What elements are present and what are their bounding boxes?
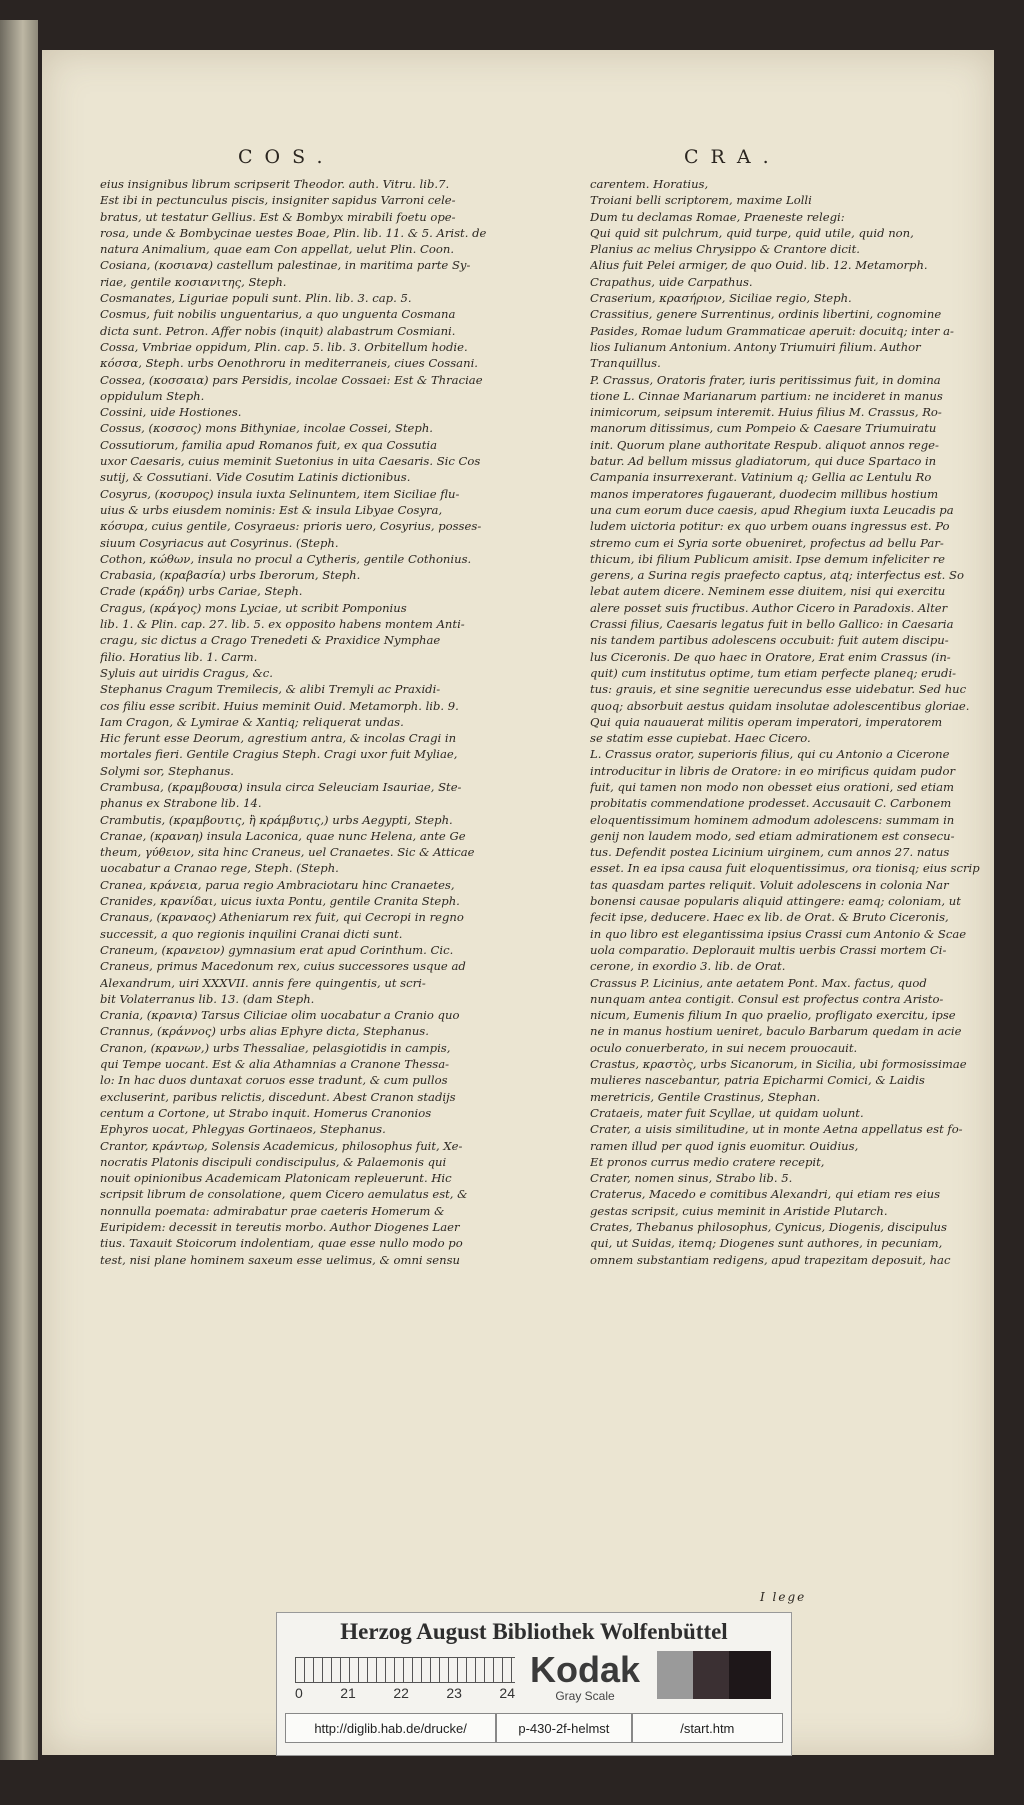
text-line: eius insignibus librum scripserit Theodor. auth. Vitru. lib.7. — [100, 177, 450, 191]
text-line: tus. Defendit postea Licinium uirginem, cum annos 27. natus — [590, 845, 950, 860]
text-line: lib. 1. & Plin. cap. 27. lib. 5. ex opposito habens montem Anti- — [100, 617, 465, 632]
text-line: ludem uictoria potitur: ex quo urbem ouans ingressus est. Po — [590, 519, 950, 534]
ruler-number: 21 — [340, 1685, 356, 1701]
text-line: Crania, (κρανια) Tarsus Ciliciae olim uocabatur a Cranio quo — [100, 1008, 460, 1023]
gray-swatch — [657, 1651, 693, 1699]
text-line: Ephyros uocat, Phlegyas Gortinaeos, Stephanus. — [100, 1122, 386, 1137]
ruler-numbers — [295, 1685, 515, 1701]
text-line: carentem. Horatius, — [590, 177, 709, 191]
text-line: Crastus, κραστὸς, urbs Sicanorum, in Sicilia, ubi formosissimae — [590, 1057, 967, 1072]
text-line: Cranae, (κραναη) insula Laconica, quae nunc Helena, ante Ge — [100, 828, 466, 843]
running-head-right: CRA. — [684, 146, 781, 168]
text-line: Crambusa, (κραμβουσα) insula circa Seleuciam Isauriae, Ste- — [100, 779, 462, 794]
text-line: manorum ditissimus, cum Pompeio & Caesare Triumuiratu — [590, 421, 937, 436]
ruler-scale — [295, 1657, 515, 1683]
text-line: L. Crassus orator, superioris filius, qui cu Antonio a Cicerone — [590, 747, 950, 762]
text-line: nouit opinionibus Academicam Platonicam repleuerunt. Hic — [100, 1171, 452, 1186]
text-line: Dum tu declamas Romae, Praeneste relegi: — [590, 209, 845, 224]
text-line: se statim esse cupiebat. Haec Cicero. — [590, 731, 811, 746]
text-line: cos filiu esse scribit. Huius meminit Ouid. Metamorph. lib. 9. — [100, 698, 459, 713]
text-line: Cossutiorum, familia apud Romanos fuit, ex qua Cossutia — [100, 437, 438, 452]
text-line: riae, gentile κοσιανιτης, Steph. — [100, 274, 287, 289]
text-line: Cranaus, (κραναος) Atheniarum rex fuit, qui Cecropi in regno — [100, 910, 464, 925]
right-text-column — [590, 176, 1002, 1268]
text-line: fuit, qui tamen non modo non obesset eius orationi, sed etiam — [590, 779, 955, 794]
text-line: cerone, in exordio 3. lib. de Orat. — [590, 959, 786, 974]
text-line: Campania insurrexerant. Vatinium q; Gellia ac Lentulu Ro — [590, 470, 932, 485]
text-line: lios Iulianum Antonium. Antony Triumuiri filium. Author — [590, 339, 921, 354]
text-line: oppidulum Steph. — [100, 388, 205, 403]
text-line: Crater, a uisis similitudine, ut in monte Aetna appellatus est fo- — [590, 1122, 963, 1137]
text-line: Crapathus, uide Carpathus. — [590, 274, 753, 289]
text-line: bit Volaterranus lib. 13. (dam Steph. — [100, 991, 315, 1006]
text-line: Crates, Thebanus philosophus, Cynicus, Diogenis, discipulus — [590, 1220, 947, 1234]
text-line: natura Animalium, quae eam Con appellat, uelut Plin. Coon. — [100, 242, 455, 257]
adjacent-page-edge — [0, 20, 38, 1760]
text-line: genij non laudem modo, sed etiam admirationem est consecu- — [590, 828, 955, 843]
text-line: quoq; absorbuit aestus quidam insolutae adolescentibus gloriae. — [590, 698, 970, 713]
text-line: Crambutis, (κραμβουτις, ἢ κράμβυτις,) urbs Aegypti, Steph. — [100, 812, 453, 827]
text-line: Stephanus Cragum Tremilecis, & alibi Tremyli ac Praxidi- — [100, 682, 441, 697]
text-line: Alius fuit Pelei armiger, de quo Ouid. lib. 12. Metamorph. — [590, 258, 928, 273]
text-line: uius & urbs eiusdem nominis: Est & insula Libyae Cosyra, — [100, 502, 443, 517]
text-line: Cossea, (κοσσαια) pars Persidis, incolae Cossaei: Est & Thraciae — [100, 372, 483, 387]
url-base: http://diglib.hab.de/drucke/ — [285, 1713, 496, 1743]
text-line: eloquentissimum hominem admodum adolescens: summam in — [590, 812, 955, 827]
text-line: manos imperatores fugauerant, duodecim millibus hostium — [590, 486, 939, 501]
text-line: excluserint, paribus relictis, discedunt. Abest Cranon stadijs — [100, 1089, 456, 1104]
url-start: /start.htm — [632, 1713, 783, 1743]
text-line: fecit ipse, deducere. Haec ex lib. de Orat. & Bruto Ciceronis, — [590, 910, 949, 925]
text-line: Euripidem: decessit in tereutis morbo. Author Diogenes Laer — [100, 1220, 460, 1234]
text-line: alere posset suis fructibus. Author Cicero in Paradoxis. Alter — [590, 600, 948, 615]
text-line: oculo conuerberato, in sui necem prouocauit. — [590, 1040, 858, 1055]
text-line: init. Quorum plane authoritate Respub. aliquot annos rege- — [590, 437, 939, 452]
text-line: thicum, ibi filium Publicum amisit. Ipse demum infeliciter re — [590, 551, 946, 566]
text-line: Est ibi in pectunculus piscis, insigniter sapidus Varroni cele- — [100, 193, 456, 208]
ruler-number: 0 — [295, 1685, 303, 1701]
text-line: mulieres nascebantur, patria Epicharmi Comici, & Laidis — [590, 1073, 925, 1088]
text-line: Cossa, Vmbriae oppidum, Plin. cap. 5. lib. 3. Orbitellum hodie. — [100, 339, 468, 354]
running-head-left: COS. — [238, 146, 335, 168]
text-line: Crassitius, genere Surrentinus, ordinis libertini, cognomine — [590, 307, 942, 322]
text-line: tius. Taxauit Stoicorum indolentiam, quae esse nullo modo po — [100, 1236, 463, 1251]
text-line: Alexandrum, uiri XXXVII. annis fere quingentis, ut scri- — [100, 975, 426, 990]
text-line: Cosmus, fuit nobilis unguentarius, a quo unguenta Cosmana — [100, 307, 456, 322]
text-line: dicta sunt. Petron. Affer nobis (inquit) alabastrum Cosmiani. — [100, 323, 456, 338]
text-line: Cosyrus, (κοσυρος) insula iuxta Selinuntem, item Siciliae flu- — [100, 486, 460, 501]
text-line: Iam Cragon, & Lymirae & Xantiq; reliquerat undas. — [100, 714, 404, 729]
text-line: Crade (κράδη) urbs Cariae, Steph. — [100, 584, 303, 599]
text-line: Qui quia nauauerat militis operam imperatori, imperatorem — [590, 714, 943, 729]
text-line: stremo cum ei Syria sorte obueniret, profectus ad bellu Par- — [590, 535, 944, 550]
text-line: mortales fieri. Gentile Cragius Steph. Cragi uxor fuit Myliae, — [100, 747, 458, 762]
text-line: Cossini, uide Hostiones. — [100, 405, 242, 420]
text-line: tus: grauis, et sine segnitie uerecundus esse uidebatur. Sed huc — [590, 682, 967, 697]
text-line: tione L. Cinnae Marianarum partium: ne incideret in manus — [590, 388, 943, 403]
dark-swatch — [693, 1651, 729, 1699]
text-line: Syluis aut uiridis Cragus, &c. — [100, 665, 273, 680]
text-line: nicum, Eumenis filium In quo praelio, profligato exercitu, ipse — [590, 1008, 956, 1023]
text-line: κόσσα, Steph. urbs Oenothroru in mediterraneis, ciues Cossani. — [100, 356, 478, 371]
text-line: Craserium, κρασήριον, Siciliae regio, Steph. — [590, 291, 852, 306]
text-line: Cosmanates, Liguriae populi sunt. Plin. lib. 3. cap. 5. — [100, 291, 412, 306]
text-line: ramen illud per quod ignis euomitur. Ouidius, — [590, 1138, 859, 1153]
text-line: bonensi causae popularis aliquid attingere: eamq; coloniam, ut — [590, 894, 961, 909]
text-line: Hic ferunt esse Deorum, agrestium antra, & incolas Cragi in — [100, 731, 457, 746]
text-line: scripsit librum de consolatione, quem Cicero aemulatus est, & — [100, 1187, 468, 1202]
text-line: κόσυρα, cuius gentile, Cosyraeus: prioris uero, Cosyrius, posses- — [100, 519, 482, 534]
url-shelfmark: p-430-2f-helmst — [496, 1713, 631, 1743]
text-line: Cranea, κράνεια, parua regio Ambraciotaru hinc Cranaetes, — [100, 877, 455, 892]
text-line: Planius ac melius Chrysippo & Crantore dicit. — [590, 242, 860, 257]
text-line: siuum Cosyriacus aut Cosyrinus. (Steph. — [100, 535, 339, 550]
library-color-target — [276, 1612, 792, 1756]
text-line: nunquam antea contigit. Consul est profectus contra Aristo- — [590, 991, 944, 1006]
text-line: Cossus, (κοσσος) mons Bithyniae, incolae Cossei, Steph. — [100, 421, 433, 436]
text-line: Cothon, κώθων, insula no procul a Cytheris, gentile Cothonius. — [100, 551, 472, 566]
text-line: uocabatur a Cranao rege, Steph. (Steph. — [100, 861, 339, 876]
text-line: Craneum, (κρανειον) gymnasium erat apud Corinthum. Cic. — [100, 942, 454, 957]
text-line: lo: In hac duos duntaxat coruos esse tradunt, & cum pullos — [100, 1073, 448, 1088]
text-line: centum a Cortone, ut Strabo inquit. Homerus Cranonios — [100, 1105, 432, 1120]
black-swatch — [729, 1651, 771, 1699]
text-line: uxor Caesaris, cuius meminit Suetonius in uita Caesaris. Sic Cos — [100, 454, 481, 469]
text-line: Troiani belli scriptorem, maxime Lolli — [590, 193, 812, 208]
text-line: Crataeis, mater fuit Scyllae, ut quidam uolunt. — [590, 1105, 864, 1120]
text-line: esset. In ea ipsa causa fuit eloquentissimus, ora tionisq; eius scrip — [590, 861, 980, 876]
text-line: meretricis, Gentile Crastinus, Stephan. — [590, 1089, 821, 1104]
text-line: uola comparatio. Deplorauit multis uerbis Crassi mortem Ci- — [590, 942, 947, 957]
text-line: tas quasdam partes reliquit. Voluit adolescens in colonia Nar — [590, 877, 949, 892]
text-line: Craterus, Macedo e comitibus Alexandri, qui etiam res eius — [590, 1187, 941, 1202]
text-line: Cranides, κρανίδαι, uicus iuxta Pontu, gentile Cranita Steph. — [100, 894, 460, 909]
text-line: phanus ex Strabone lib. 14. — [100, 796, 262, 811]
library-title: Herzog August Bibliothek Wolfenbüttel — [340, 1619, 728, 1644]
text-line: quit) cum institutus optime, tum etiam perfecte planeq; erudi- — [590, 665, 957, 680]
kodak-logo — [525, 1651, 645, 1703]
text-line: omnem substantiam redigens, apud trapezitam deposuit, hac — [590, 1252, 951, 1267]
text-line: inimicorum, seipsum interemit. Huius filius M. Crassus, Ro- — [590, 405, 942, 420]
text-line: Cosiana, (κοσιανα) castellum palestinae, in maritima parte Sy- — [100, 258, 471, 273]
text-line: lus Ciceronis. De quo haec in Oratore, Erat enim Crassus (in- — [590, 649, 951, 664]
text-line: rosa, unde & Bombycinae uestes Boae, Plin. lib. 11. & 5. Arist. de — [100, 225, 487, 240]
text-line: Pasides, Romae ludum Grammaticae aperuit: docuitq; inter a- — [590, 323, 954, 338]
text-line: Crantor, κράντωρ, Solensis Academicus, philosophus fuit, Xe- — [100, 1138, 463, 1153]
text-line: lebat autem dicere. Neminem esse diuitem, nisi qui exercitu — [590, 584, 946, 599]
text-line: Cragus, (κράγος) mons Lyciae, ut scribit Pomponius — [100, 600, 407, 615]
text-line: test, nisi plane hominem saxeum esse uelimus, & omni sensu — [100, 1252, 461, 1267]
text-line: una cum eorum duce caesis, apud Rhegium iuxta Leucadis pa — [590, 502, 954, 517]
text-line: ne in manus hostium ueniret, baculo Barbarum quedam in acie — [590, 1024, 962, 1039]
text-line: nis tandem partibus adolescens occubuit: fuit autem discipu- — [590, 633, 949, 648]
text-line: Tranquillus. — [590, 356, 661, 371]
left-text-column — [100, 176, 512, 1268]
text-line: sutij, & Cossutiani. Vide Cosutim Latinis dictionibus. — [100, 470, 411, 485]
text-line: Crater, nomen sinus, Strabo lib. 5. — [590, 1171, 793, 1186]
text-line: Crassus P. Licinius, ante aetatem Pont. Max. factus, quod — [590, 975, 927, 990]
text-line: successit, a quo regionis inquilini Cranai dicti sunt. — [100, 926, 403, 941]
text-line: P. Crassus, Oratoris frater, iuris peritissimus fuit, in domina — [590, 372, 941, 387]
text-line: Crassi filius, Caesaris legatus fuit in bello Gallico: in Caesaria — [590, 617, 954, 632]
book-page — [42, 50, 994, 1755]
kodak-wordmark: Kodak — [529, 1649, 641, 1690]
text-line: gerens, a Surina regis praefecto captus, atq; interfectus est. So — [590, 568, 964, 583]
text-line: nocratis Platonis discipuli condiscipulus, & Palaemonis qui — [100, 1154, 447, 1169]
text-line: Crabasia, (κραβασία) urbs Iberorum, Steph. — [100, 568, 361, 583]
text-line: filio. Horatius lib. 1. Carm. — [100, 649, 258, 664]
text-line: probitatis commendatione prodesset. Accusauit C. Carbonem — [590, 796, 952, 811]
text-line: gestas scripsit, cuius meminit in Aristide Plutarch. — [590, 1203, 888, 1218]
text-line: cragu, sic dictus a Crago Trenedeti & Praxidice Nymphae — [100, 633, 441, 648]
text-line: in quo libro est elegantissima ipsius Crassi cum Antonio & Scae — [590, 926, 967, 941]
ruler-number: 24 — [499, 1685, 515, 1701]
text-line: theum, γύθειον, sita hinc Craneus, uel Cranaetes. Sic & Atticae — [100, 845, 475, 860]
url-row — [285, 1713, 783, 1743]
text-line: Craneus, primus Macedonum rex, cuius successores usque ad — [100, 959, 466, 974]
ruler-number: 23 — [446, 1685, 462, 1701]
text-line: qui, ut Suidas, itemq; Diogenes sunt authores, in pecuniam, — [590, 1236, 943, 1251]
text-line: Cranon, (κρανων,) urbs Thessaliae, pelasgiotidis in campis, — [100, 1040, 451, 1055]
text-line: Crannus, (κράννος) urbs alias Ephyre dicta, Stephanus. — [100, 1024, 429, 1039]
text-line: bratus, ut testatur Gellius. Est & Bombyx mirabili foetu ope- — [100, 209, 456, 224]
ruler-number: 22 — [393, 1685, 409, 1701]
text-line: Qui quid sit pulchrum, quid turpe, quid utile, quid non, — [590, 225, 914, 240]
text-line: nonnulla poemata: admirabatur prae caeteris Homerum & — [100, 1203, 445, 1218]
catchword: I lege — [760, 1590, 807, 1604]
text-line: batur. Ad bellum missus gladiatorum, qui duce Spartaco in — [590, 454, 937, 469]
text-line: Solymi sor, Stephanus. — [100, 763, 234, 778]
text-line: qui Tempe uocant. Est & alia Athamnias a Cranone Thessa- — [100, 1057, 450, 1072]
gray-scale-label: Gray Scale — [555, 1689, 615, 1703]
text-line: introducitur in libris de Oratore: in eo mirificus quidam pudor — [590, 763, 956, 778]
text-line: Et pronos currus medio cratere recepit, — [590, 1154, 825, 1169]
